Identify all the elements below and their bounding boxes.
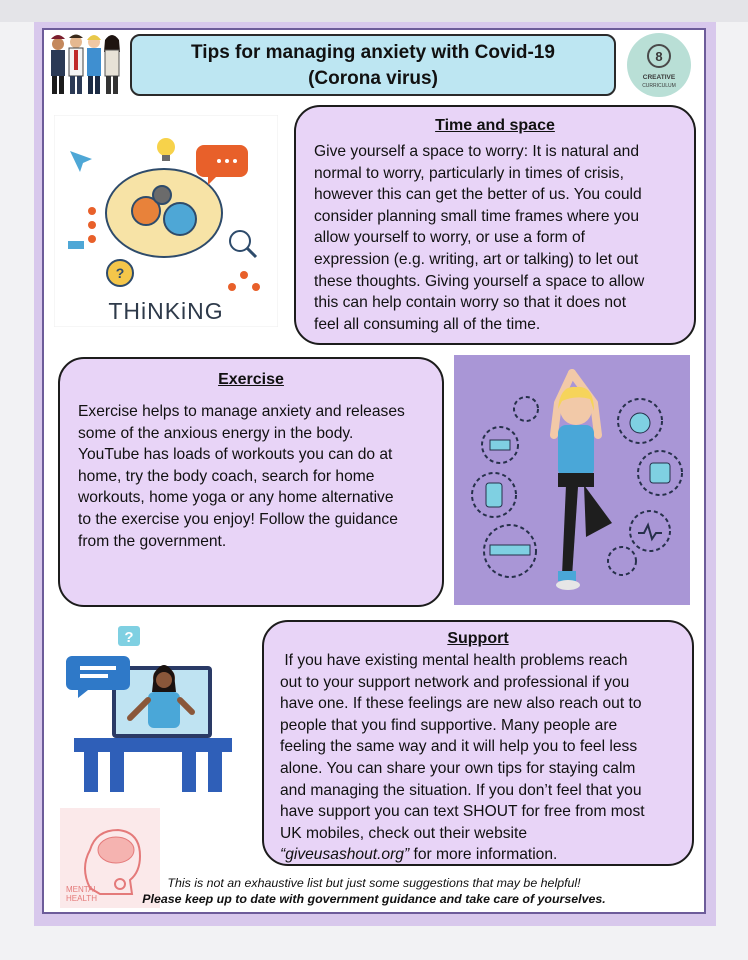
text-line: YouTube has loads of workouts you can do at [78,446,393,464]
text-line: Exercise helps to manage anxiety and releases [78,403,405,420]
text-line: UK mobiles, check out their website [280,824,528,842]
text-line: feeling the same way and it will help you to feel less [280,738,638,756]
yoga-illustration [454,355,690,605]
text-line: from the government. [78,532,227,550]
text-line: If you have existing mental health problems reach [280,652,628,669]
svg-text:CURRICULUM: CURRICULUM [642,83,676,89]
svg-text:CREATIVE: CREATIVE [642,74,676,81]
text-line: and managing the situation. If you don’t feel that you [280,781,642,799]
text-line: normal to worry, particularly in times of crisis, [314,164,624,182]
footer [42,876,706,906]
text-line: Give yourself a space to worry: It is natural and [314,143,640,160]
text-line: to the exercise you enjoy! Follow the guidance [78,510,398,528]
time-and-space-heading: Time and space [435,117,555,134]
svg-text:8: 8 [655,49,663,64]
svg-text:?: ? [124,629,134,646]
footer-guidance: Please keep up to date with government guidance and take care of yourselves. [142,892,606,906]
website-quote: “giveusashout.org” [280,846,410,864]
text-line: have one. If these feelings are new also reach out to [280,695,642,713]
people-illustration [46,30,126,98]
support-text [264,648,692,866]
support-illustration [60,616,246,794]
support-heading: Support [447,630,509,647]
text-line: consider planning small time frames where you [314,207,640,225]
time-and-space-card [294,105,696,345]
text-line: alone. You can share your own tips for staying calm [280,759,636,777]
support-card [262,620,694,866]
text-line: have support you can text SHOUT for free from most [280,803,645,821]
poster-title: Tips for managing anxiety with Covid-19 [191,42,555,63]
mental-health-label-line2: HEALTH [66,894,97,903]
text-line: out to your support network and professional if you [280,673,630,691]
poster-subtitle: (Corona virus) [308,68,438,89]
text-line [280,844,678,866]
text-line: allow yourself to worry, or use a form of [314,229,585,247]
time-and-space-text [296,135,694,335]
thinking-label: THiNKiNG [108,298,224,324]
text-line: home, try the body coach, search for home [78,467,375,485]
svg-text:?: ? [115,265,125,281]
text-line: this can help contain worry so that it does not [314,294,627,312]
thinking-illustration [54,115,278,327]
text-line: expression (e.g. writing, art or talking) to let out [314,250,639,268]
title-banner [130,34,616,96]
text-line: feel all consuming all of the time. [314,315,541,333]
text-line: however this can get the better of us. You could [314,186,642,204]
mental-health-label-line1: MENTAL [66,885,98,894]
top-band [0,0,748,22]
text-line: these thoughts. Giving yourself a space to allow [314,272,645,290]
text-line: some of the anxious energy in the body. [78,424,354,442]
exercise-heading: Exercise [218,371,284,388]
text-line: people that you find supportive. Many people are [280,716,618,734]
creative-curriculum-logo [624,32,694,98]
exercise-card [58,357,444,607]
exercise-text [60,389,442,552]
website-tail: for more information. [409,846,558,864]
footer-note: This is not an exhaustive list but just some suggestions that may be helpful! [167,876,581,890]
text-line: workouts, home yoga or any home alternative [78,489,394,507]
